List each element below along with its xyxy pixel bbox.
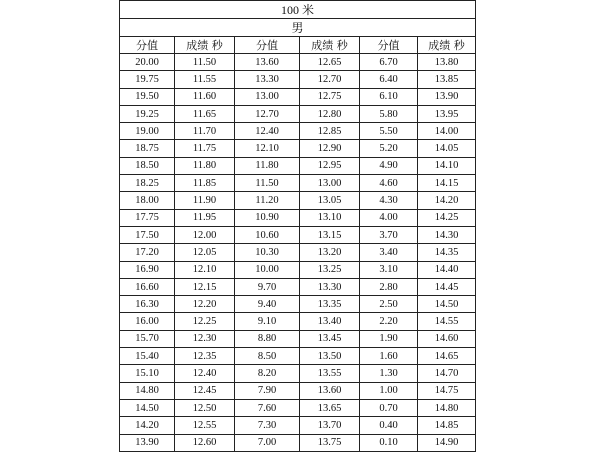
time-cell: 12.60 — [175, 434, 235, 451]
score-cell: 5.20 — [360, 140, 418, 157]
header-row — [120, 37, 476, 54]
table-row — [120, 105, 476, 122]
score-cell: 19.75 — [120, 71, 175, 88]
score-cell: 12.40 — [235, 123, 300, 140]
score-cell: 8.50 — [235, 348, 300, 365]
score-cell: 7.00 — [235, 434, 300, 451]
time-cell: 12.90 — [300, 140, 360, 157]
time-cell: 13.55 — [300, 365, 360, 382]
score-cell: 10.30 — [235, 244, 300, 261]
score-cell: 15.70 — [120, 330, 175, 347]
time-cell: 12.80 — [300, 105, 360, 122]
score-cell: 14.20 — [120, 417, 175, 434]
table-title: 100 米 — [120, 1, 476, 19]
score-cell: 14.80 — [120, 382, 175, 399]
time-cell: 14.85 — [418, 417, 476, 434]
score-cell: 15.40 — [120, 348, 175, 365]
score-cell: 16.30 — [120, 296, 175, 313]
score-cell: 0.40 — [360, 417, 418, 434]
score-cell: 7.30 — [235, 417, 300, 434]
time-cell: 12.20 — [175, 296, 235, 313]
score-cell: 6.70 — [360, 54, 418, 71]
table-row — [120, 261, 476, 278]
time-cell: 14.65 — [418, 348, 476, 365]
score-sheet — [119, 0, 475, 449]
time-cell: 11.60 — [175, 88, 235, 105]
title-row — [120, 1, 476, 19]
time-cell: 14.40 — [418, 261, 476, 278]
score-cell: 8.80 — [235, 330, 300, 347]
time-cell: 14.25 — [418, 209, 476, 226]
score-cell: 7.60 — [235, 399, 300, 416]
time-cell: 13.30 — [300, 278, 360, 295]
score-cell: 17.50 — [120, 226, 175, 243]
header-score: 分值 — [360, 37, 418, 54]
table-row — [120, 365, 476, 382]
score-cell: 20.00 — [120, 54, 175, 71]
score-cell: 11.80 — [235, 157, 300, 174]
time-cell: 11.70 — [175, 123, 235, 140]
score-cell: 16.90 — [120, 261, 175, 278]
score-cell: 1.60 — [360, 348, 418, 365]
table-row — [120, 330, 476, 347]
table-row — [120, 175, 476, 192]
time-cell: 12.75 — [300, 88, 360, 105]
table-row — [120, 278, 476, 295]
score-cell: 14.50 — [120, 399, 175, 416]
time-cell: 12.15 — [175, 278, 235, 295]
time-cell: 13.85 — [418, 71, 476, 88]
header-time: 成绩 秒 — [300, 37, 360, 54]
score-cell: 1.90 — [360, 330, 418, 347]
time-cell: 13.15 — [300, 226, 360, 243]
time-cell: 14.70 — [418, 365, 476, 382]
score-cell: 5.80 — [360, 105, 418, 122]
time-cell: 14.75 — [418, 382, 476, 399]
score-cell: 19.25 — [120, 105, 175, 122]
header-time: 成绩 秒 — [418, 37, 476, 54]
table-row — [120, 313, 476, 330]
table-row — [120, 417, 476, 434]
time-cell: 12.00 — [175, 226, 235, 243]
time-cell: 12.05 — [175, 244, 235, 261]
table-row — [120, 71, 476, 88]
time-cell: 13.50 — [300, 348, 360, 365]
time-cell: 14.20 — [418, 192, 476, 209]
time-cell: 13.60 — [300, 382, 360, 399]
score-cell: 2.80 — [360, 278, 418, 295]
table-row — [120, 226, 476, 243]
time-cell: 12.50 — [175, 399, 235, 416]
time-cell: 13.10 — [300, 209, 360, 226]
time-cell: 14.35 — [418, 244, 476, 261]
score-cell: 10.00 — [235, 261, 300, 278]
table-row — [120, 209, 476, 226]
score-cell: 12.10 — [235, 140, 300, 157]
time-cell: 13.90 — [418, 88, 476, 105]
time-cell: 12.55 — [175, 417, 235, 434]
score-cell: 1.30 — [360, 365, 418, 382]
time-cell: 11.75 — [175, 140, 235, 157]
score-cell: 17.75 — [120, 209, 175, 226]
table-row — [120, 140, 476, 157]
time-cell: 13.25 — [300, 261, 360, 278]
time-cell: 14.50 — [418, 296, 476, 313]
header-time: 成绩 秒 — [175, 37, 235, 54]
score-cell: 4.30 — [360, 192, 418, 209]
gender-row — [120, 19, 476, 37]
score-cell: 9.10 — [235, 313, 300, 330]
score-cell: 2.50 — [360, 296, 418, 313]
table-row — [120, 123, 476, 140]
time-cell: 13.70 — [300, 417, 360, 434]
table-row — [120, 296, 476, 313]
time-cell: 14.05 — [418, 140, 476, 157]
score-cell: 1.00 — [360, 382, 418, 399]
score-cell: 6.40 — [360, 71, 418, 88]
score-cell: 8.20 — [235, 365, 300, 382]
score-cell: 11.20 — [235, 192, 300, 209]
score-cell: 3.10 — [360, 261, 418, 278]
table-row — [120, 382, 476, 399]
score-cell: 18.25 — [120, 175, 175, 192]
score-cell: 4.60 — [360, 175, 418, 192]
time-cell: 12.35 — [175, 348, 235, 365]
time-cell: 14.00 — [418, 123, 476, 140]
time-cell: 14.15 — [418, 175, 476, 192]
time-cell: 11.95 — [175, 209, 235, 226]
time-cell: 13.45 — [300, 330, 360, 347]
time-cell: 12.85 — [300, 123, 360, 140]
time-cell: 14.55 — [418, 313, 476, 330]
time-cell: 13.95 — [418, 105, 476, 122]
table-row — [120, 157, 476, 174]
header-score: 分值 — [235, 37, 300, 54]
table-row — [120, 434, 476, 451]
time-cell: 14.10 — [418, 157, 476, 174]
score-cell: 3.40 — [360, 244, 418, 261]
score-table — [119, 0, 476, 452]
time-cell: 14.30 — [418, 226, 476, 243]
time-cell: 12.70 — [300, 71, 360, 88]
score-cell: 6.10 — [360, 88, 418, 105]
score-cell: 17.20 — [120, 244, 175, 261]
score-cell: 18.50 — [120, 157, 175, 174]
table-row — [120, 348, 476, 365]
table-row — [120, 192, 476, 209]
score-cell: 13.00 — [235, 88, 300, 105]
score-cell: 11.50 — [235, 175, 300, 192]
time-cell: 13.75 — [300, 434, 360, 451]
time-cell: 13.40 — [300, 313, 360, 330]
time-cell: 14.90 — [418, 434, 476, 451]
time-cell: 14.80 — [418, 399, 476, 416]
score-cell: 4.90 — [360, 157, 418, 174]
score-cell: 4.00 — [360, 209, 418, 226]
score-cell: 16.00 — [120, 313, 175, 330]
score-cell: 18.00 — [120, 192, 175, 209]
time-cell: 11.55 — [175, 71, 235, 88]
score-cell: 10.60 — [235, 226, 300, 243]
table-row — [120, 88, 476, 105]
table-row — [120, 54, 476, 71]
time-cell: 11.85 — [175, 175, 235, 192]
time-cell: 13.00 — [300, 175, 360, 192]
time-cell: 11.90 — [175, 192, 235, 209]
score-cell: 0.70 — [360, 399, 418, 416]
time-cell: 11.50 — [175, 54, 235, 71]
score-cell: 0.10 — [360, 434, 418, 451]
gender-label: 男 — [120, 19, 476, 37]
time-cell: 13.80 — [418, 54, 476, 71]
time-cell: 12.40 — [175, 365, 235, 382]
time-cell: 14.60 — [418, 330, 476, 347]
score-cell: 5.50 — [360, 123, 418, 140]
time-cell: 12.30 — [175, 330, 235, 347]
time-cell: 12.45 — [175, 382, 235, 399]
score-cell: 15.10 — [120, 365, 175, 382]
time-cell: 13.20 — [300, 244, 360, 261]
score-cell: 19.00 — [120, 123, 175, 140]
score-cell: 12.70 — [235, 105, 300, 122]
time-cell: 12.25 — [175, 313, 235, 330]
time-cell: 14.45 — [418, 278, 476, 295]
score-cell: 10.90 — [235, 209, 300, 226]
score-cell: 7.90 — [235, 382, 300, 399]
time-cell: 13.35 — [300, 296, 360, 313]
score-cell: 9.40 — [235, 296, 300, 313]
table-row — [120, 244, 476, 261]
score-cell: 16.60 — [120, 278, 175, 295]
time-cell: 13.65 — [300, 399, 360, 416]
score-cell: 9.70 — [235, 278, 300, 295]
time-cell: 11.65 — [175, 105, 235, 122]
time-cell: 11.80 — [175, 157, 235, 174]
header-score: 分值 — [120, 37, 175, 54]
time-cell: 13.05 — [300, 192, 360, 209]
score-cell: 2.20 — [360, 313, 418, 330]
time-cell: 12.95 — [300, 157, 360, 174]
score-cell: 3.70 — [360, 226, 418, 243]
score-cell: 13.90 — [120, 434, 175, 451]
score-cell: 19.50 — [120, 88, 175, 105]
table-row — [120, 399, 476, 416]
score-cell: 13.30 — [235, 71, 300, 88]
time-cell: 12.10 — [175, 261, 235, 278]
score-cell: 13.60 — [235, 54, 300, 71]
score-cell: 18.75 — [120, 140, 175, 157]
time-cell: 12.65 — [300, 54, 360, 71]
